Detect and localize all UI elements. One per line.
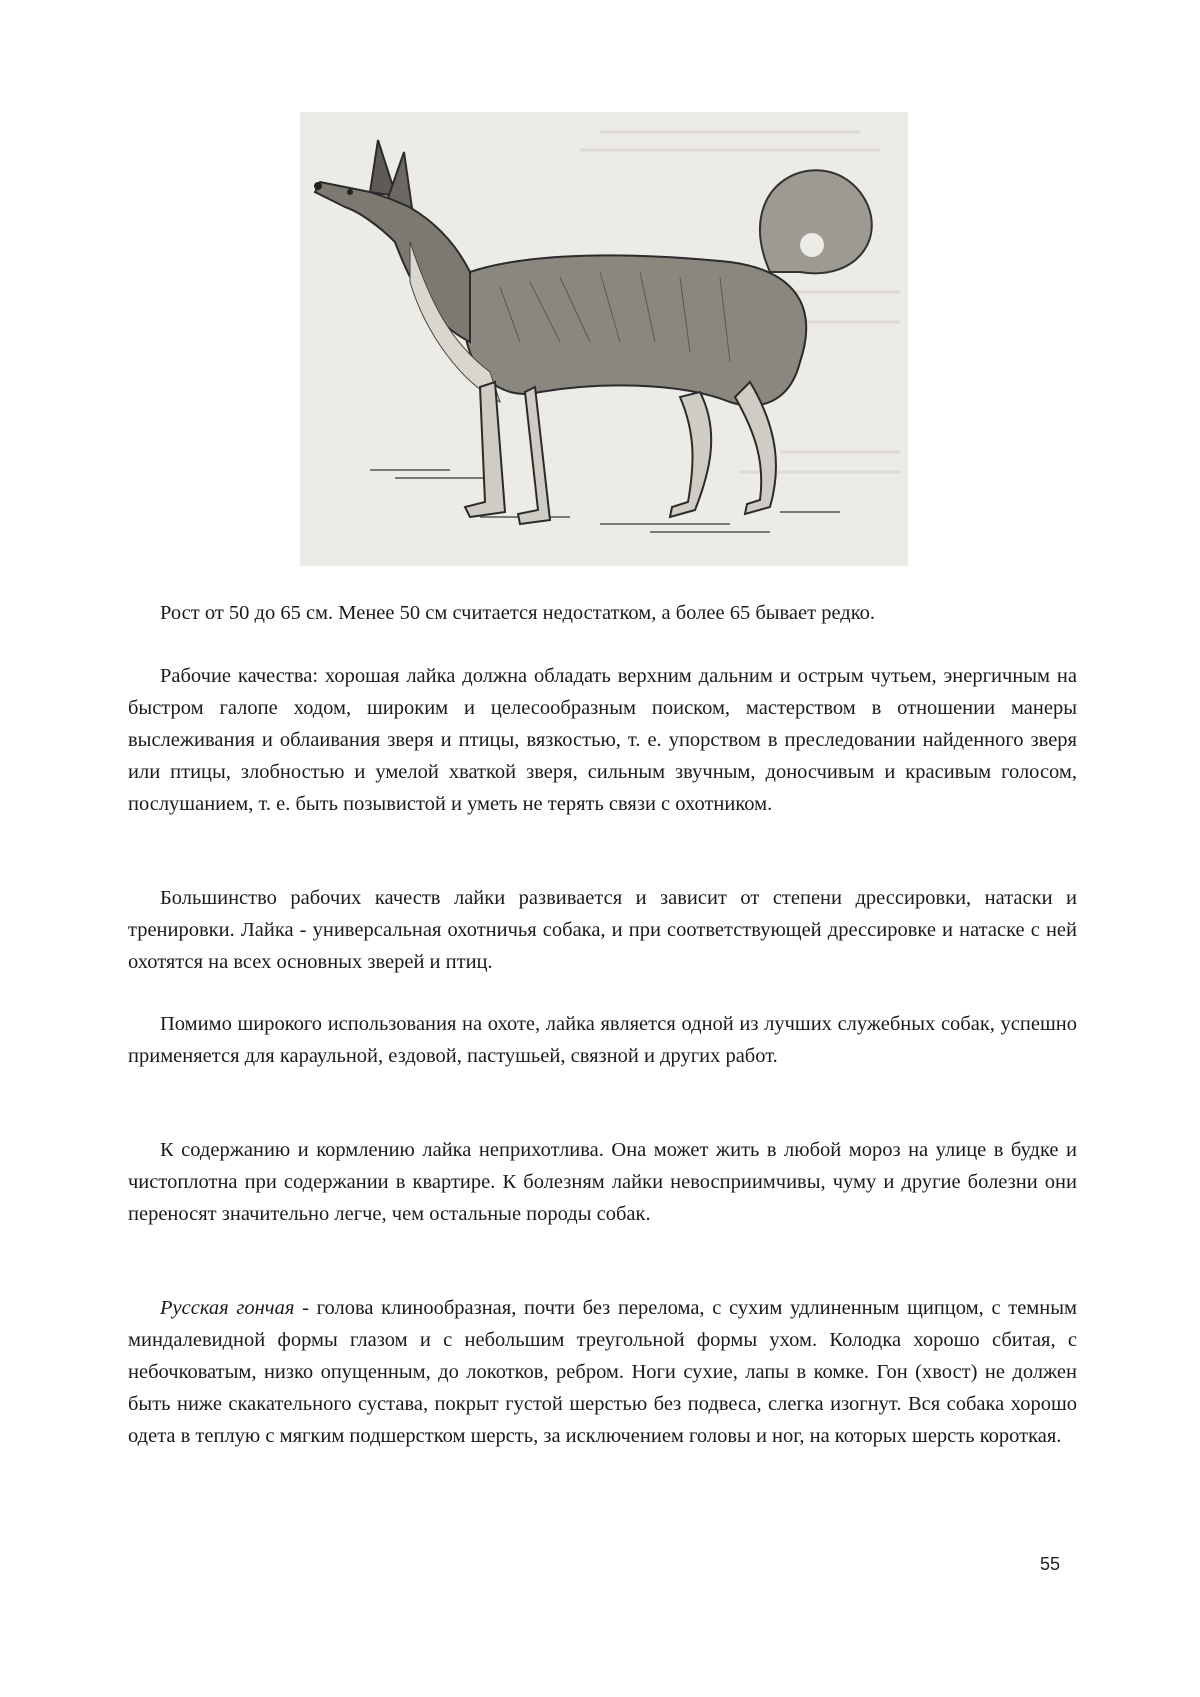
paragraph-text: Рабочие качества: хорошая лайка должна обладать верхним дальним и острым чутьем, энергичным на быстром галопе ходом, широким и целесообразным поиском, мастерством в отношении манеры выслеживания и облаивания зверя и птицы, вязкостью, т. е. упорством в преследовании найденного зверя или птицы, злобностью и умелой хваткой зверя, сильным звучным, доносчивым и красивым голосом, послушанием, т. е. быть позывистой и уметь не терять связи с охотником. (128, 665, 1077, 815)
paragraph-working-qualities (128, 660, 1077, 820)
paragraph-training (128, 882, 1077, 978)
dog-illustration (300, 112, 908, 566)
paragraph-text: К содержанию и кормлению лайка неприхотлива. Она может жить в любой мороз на улице в будке и чистоплотна при содержании в квартире. К болезням лайки невосприимчивы, чуму и другие болезни они переносят значительно легче, чем остальные породы собак. (128, 1139, 1077, 1225)
breed-description: - голова клинообразная, почти без перелома, с сухим удлиненным щипцом, с темным миндалевидной формы глазом и с небольшим треугольной формы ухом. Колодка хорошо сбитая, с небочковатым, низко опущенным, до локотков, ребром. Ноги сухие, лапы в комке. Гон (хвост) не должен быть ниже скакательного сустава, покрыт густой шерстью без подвеса, слегка изогнут. Вся собака хорошо одета в теплую с мягким подшерстком шерсть, за исключением головы и ног, на которых шерсть короткая. (128, 1297, 1077, 1447)
paragraph-service-use (128, 1008, 1077, 1072)
paragraph-text: Большинство рабочих качеств лайки развивается и зависит от степени дрессировки, натаски и тренировки. Лайка - универсальная охотничья собака, и при соответствующей дрессировке и натаске с ней охотятся на всех основных зверей и птиц. (128, 887, 1077, 973)
paragraph-care (128, 1134, 1077, 1230)
caption-text: Рост от 50 до 65 см. Менее 50 см считается недостатком, а более 65 бывает редко. (160, 602, 876, 624)
breed-name: Русская гончая (160, 1297, 295, 1319)
paragraph-text (128, 1292, 1077, 1452)
paragraph-text: Помимо широкого использования на охоте, лайка является одной из лучших служебных собак, успешно применяется для караульной, ездовой, пастушьей, связной и других работ. (128, 1013, 1077, 1067)
page-number: 55 (1040, 1554, 1061, 1574)
figure-caption (128, 597, 1077, 629)
paragraph-russian-hound (128, 1292, 1077, 1452)
